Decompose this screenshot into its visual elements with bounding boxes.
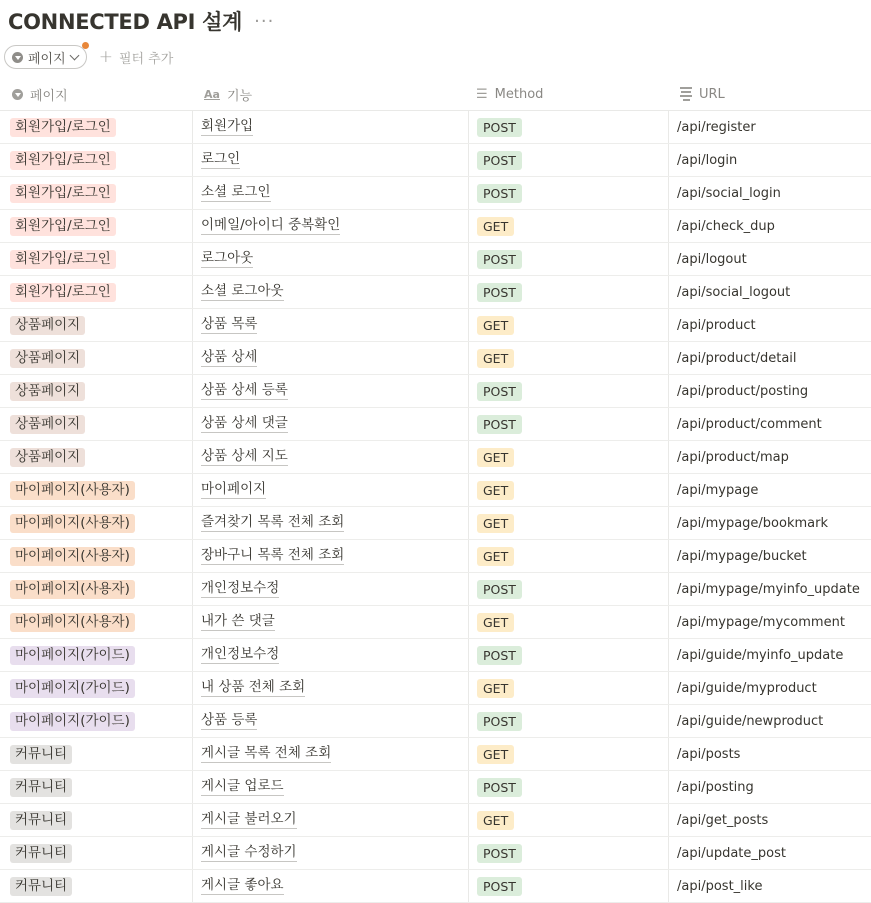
url-text: /api/product/posting (677, 383, 809, 399)
table-row[interactable] (0, 177, 871, 210)
url-cell[interactable] (668, 144, 871, 176)
url-cell[interactable] (668, 342, 871, 374)
table-row[interactable] (0, 342, 871, 375)
page-cell[interactable] (0, 441, 192, 473)
feature-title-link[interactable]: 소셜 로그아웃 (201, 283, 284, 299)
method-tag: GET (477, 217, 514, 236)
page-filter-label: 페이지 (28, 51, 66, 67)
feature-cell[interactable] (192, 870, 468, 902)
feature-title-link[interactable]: 개인정보수정 (201, 580, 280, 596)
table-row[interactable] (0, 408, 871, 441)
url-cell[interactable] (668, 243, 871, 275)
page-cell[interactable] (0, 507, 192, 539)
method-tag: GET (477, 613, 514, 632)
url-text: /api/product/comment (677, 416, 822, 432)
table-row[interactable] (0, 837, 871, 870)
url-cell[interactable] (668, 804, 871, 836)
feature-title-link[interactable]: 즐겨찾기 목록 전체 조회 (201, 514, 345, 530)
filter-bar (4, 44, 173, 70)
feature-cell[interactable] (192, 210, 468, 242)
page-cell[interactable] (0, 474, 192, 506)
feature-cell[interactable] (192, 342, 468, 374)
url-cell[interactable] (668, 672, 871, 704)
method-tag: GET (477, 481, 514, 500)
url-cell[interactable] (668, 837, 871, 869)
feature-title-link[interactable]: 회원가입 (201, 118, 254, 134)
method-tag: GET (477, 811, 514, 830)
method-cell[interactable] (468, 870, 668, 902)
method-tag: POST (477, 646, 522, 665)
url-text: /api/posting (677, 779, 754, 795)
table-row[interactable] (0, 771, 871, 804)
feature-cell[interactable] (192, 606, 468, 638)
table-row[interactable] (0, 474, 871, 507)
active-filter-dot (82, 42, 89, 49)
url-text: /api/product (677, 317, 756, 333)
method-cell[interactable] (468, 705, 668, 737)
feature-cell[interactable] (192, 309, 468, 341)
feature-cell[interactable] (192, 771, 468, 803)
page-cell[interactable] (0, 177, 192, 209)
page-cell[interactable] (0, 573, 192, 605)
list-property-icon: ☰ (476, 86, 488, 102)
method-tag: POST (477, 283, 522, 302)
page-cell[interactable] (0, 837, 192, 869)
url-cell[interactable] (668, 177, 871, 209)
text-property-icon (680, 87, 692, 101)
feature-cell[interactable] (192, 738, 468, 770)
table-row[interactable] (0, 243, 871, 276)
method-cell[interactable] (468, 771, 668, 803)
feature-title-link[interactable]: 게시글 불러오기 (201, 811, 297, 827)
method-tag: POST (477, 382, 522, 401)
table-row[interactable] (0, 573, 871, 606)
method-cell[interactable] (468, 177, 668, 209)
page-tag: 마이페이지(가이드) (10, 646, 135, 665)
url-cell[interactable] (668, 606, 871, 638)
method-cell[interactable] (468, 144, 668, 176)
page-cell[interactable] (0, 639, 192, 671)
feature-cell[interactable] (192, 639, 468, 671)
url-text: /api/mypage/myinfo_update (677, 581, 860, 597)
page-cell[interactable] (0, 243, 192, 275)
table-row[interactable] (0, 705, 871, 738)
column-header-label: 페이지 (30, 88, 68, 104)
method-cell[interactable] (468, 243, 668, 275)
url-text: /api/mypage/mycomment (677, 614, 845, 630)
method-cell[interactable] (468, 837, 668, 869)
feature-title-link[interactable]: 마이페이지 (201, 481, 267, 497)
column-header-page[interactable] (0, 78, 192, 110)
feature-title-link[interactable]: 로그인 (201, 151, 241, 167)
table-row[interactable] (0, 375, 871, 408)
table-row[interactable] (0, 210, 871, 243)
url-text: /api/guide/newproduct (677, 713, 824, 729)
page-tag: 상품페이지 (10, 415, 85, 434)
page-tag: 마이페이지(사용자) (10, 514, 135, 533)
page-filter-chip[interactable] (4, 45, 87, 69)
method-cell[interactable] (468, 474, 668, 506)
chevron-down-icon (69, 51, 79, 61)
method-tag: POST (477, 844, 522, 863)
page-cell[interactable] (0, 144, 192, 176)
page-cell[interactable] (0, 672, 192, 704)
feature-title-link[interactable]: 게시글 좋아요 (201, 877, 284, 893)
method-cell[interactable] (468, 210, 668, 242)
url-cell[interactable] (668, 870, 871, 902)
method-cell[interactable] (468, 111, 668, 143)
feature-cell[interactable] (192, 441, 468, 473)
feature-cell[interactable] (192, 837, 468, 869)
page-tag: 회원가입/로그인 (10, 118, 116, 137)
method-tag: GET (477, 349, 514, 368)
feature-title-link[interactable]: 장바구니 목록 전체 조회 (201, 547, 345, 563)
table-row[interactable] (0, 738, 871, 771)
column-header-label: URL (699, 86, 725, 102)
feature-title-link[interactable]: 게시글 업로드 (201, 778, 284, 794)
url-text: /api/product/map (677, 449, 789, 465)
feature-title-link[interactable]: 로그아웃 (201, 250, 254, 266)
method-cell[interactable] (468, 276, 668, 308)
table-row[interactable] (0, 441, 871, 474)
url-text: /api/product/detail (677, 350, 797, 366)
url-text: /api/post_like (677, 878, 763, 894)
url-text: /api/guide/myproduct (677, 680, 817, 696)
feature-cell[interactable] (192, 705, 468, 737)
url-cell[interactable] (668, 540, 871, 572)
url-text: /api/social_login (677, 185, 781, 201)
page-cell[interactable] (0, 375, 192, 407)
method-cell[interactable] (468, 408, 668, 440)
method-tag: GET (477, 745, 514, 764)
page-cell[interactable] (0, 804, 192, 836)
method-cell[interactable] (468, 375, 668, 407)
method-tag: POST (477, 778, 522, 797)
method-cell[interactable] (468, 540, 668, 572)
url-cell[interactable] (668, 276, 871, 308)
database-table (0, 78, 871, 903)
page-cell[interactable] (0, 540, 192, 572)
url-cell[interactable] (668, 474, 871, 506)
url-cell[interactable] (668, 705, 871, 737)
url-cell[interactable] (668, 441, 871, 473)
page-tag: 마이페이지(가이드) (10, 712, 135, 731)
url-cell[interactable] (668, 573, 871, 605)
table-row[interactable] (0, 540, 871, 573)
page-tag: 커뮤니티 (10, 811, 72, 830)
page-cell[interactable] (0, 408, 192, 440)
url-text: /api/get_posts (677, 812, 769, 828)
feature-cell[interactable] (192, 804, 468, 836)
page-cell[interactable] (0, 738, 192, 770)
page-tag: 회원가입/로그인 (10, 151, 116, 170)
url-text: /api/register (677, 119, 756, 135)
method-cell[interactable] (468, 606, 668, 638)
page-tag: 회원가입/로그인 (10, 184, 116, 203)
column-header-url[interactable] (668, 78, 871, 110)
feature-cell[interactable] (192, 111, 468, 143)
table-body (0, 111, 871, 903)
page-tag: 커뮤니티 (10, 844, 72, 863)
table-row[interactable] (0, 111, 871, 144)
url-text: /api/mypage (677, 482, 759, 498)
column-header-method[interactable] (468, 78, 668, 110)
method-tag: GET (477, 448, 514, 467)
url-text: /api/update_post (677, 845, 786, 861)
page-cell[interactable] (0, 342, 192, 374)
table-row[interactable] (0, 870, 871, 903)
table-row[interactable] (0, 309, 871, 342)
method-cell[interactable] (468, 672, 668, 704)
method-cell[interactable] (468, 639, 668, 671)
page-tag: 상품페이지 (10, 382, 85, 401)
page-cell[interactable] (0, 210, 192, 242)
method-tag: POST (477, 151, 522, 170)
url-cell[interactable] (668, 639, 871, 671)
page-title: CONNECTED API 설계 (8, 10, 243, 34)
page-tag: 회원가입/로그인 (10, 217, 116, 236)
method-cell[interactable] (468, 738, 668, 770)
feature-title-link[interactable]: 상품 상세 지도 (201, 448, 288, 464)
method-tag: GET (477, 679, 514, 698)
page-tag: 커뮤니티 (10, 877, 72, 896)
page-tag: 회원가입/로그인 (10, 283, 116, 302)
add-filter-label: 필터 추가 (118, 51, 174, 67)
feature-cell[interactable] (192, 507, 468, 539)
method-tag: POST (477, 712, 522, 731)
page-cell[interactable] (0, 705, 192, 737)
page-tag: 커뮤니티 (10, 778, 72, 797)
page-cell[interactable] (0, 309, 192, 341)
table-row[interactable] (0, 639, 871, 672)
page-cell[interactable] (0, 606, 192, 638)
method-cell[interactable] (468, 342, 668, 374)
feature-title-link[interactable]: 내가 쓴 댓글 (201, 613, 275, 629)
url-text: /api/guide/myinfo_update (677, 647, 844, 663)
url-text: /api/mypage/bucket (677, 548, 807, 564)
method-cell[interactable] (468, 573, 668, 605)
feature-cell[interactable] (192, 573, 468, 605)
column-header-feature[interactable] (192, 78, 468, 110)
table-row[interactable] (0, 672, 871, 705)
select-property-icon (12, 52, 23, 63)
title-row (8, 4, 274, 38)
plus-icon: + (98, 47, 113, 67)
column-header-label: 기능 (226, 88, 253, 104)
table-row[interactable] (0, 276, 871, 309)
page-tag: 마이페이지(사용자) (10, 547, 135, 566)
feature-title-link[interactable]: 상품 등록 (201, 712, 258, 728)
url-cell[interactable] (668, 111, 871, 143)
page-tag: 마이페이지(사용자) (10, 580, 135, 599)
page-tag: 회원가입/로그인 (10, 250, 116, 269)
table-row[interactable] (0, 606, 871, 639)
method-cell[interactable] (468, 804, 668, 836)
feature-cell[interactable] (192, 408, 468, 440)
url-text: /api/logout (677, 251, 747, 267)
feature-cell[interactable] (192, 243, 468, 275)
page-cell[interactable] (0, 276, 192, 308)
feature-cell[interactable] (192, 375, 468, 407)
method-tag: GET (477, 514, 514, 533)
method-tag: POST (477, 415, 522, 434)
method-tag: POST (477, 118, 522, 137)
feature-cell[interactable] (192, 177, 468, 209)
page-tag: 상품페이지 (10, 316, 85, 335)
page-tag: 마이페이지(가이드) (10, 679, 135, 698)
feature-title-link[interactable]: 상품 상세 등록 (201, 382, 288, 398)
method-tag: POST (477, 580, 522, 599)
page-tag: 마이페이지(사용자) (10, 613, 135, 632)
url-cell[interactable] (668, 375, 871, 407)
table-row[interactable] (0, 507, 871, 540)
url-cell[interactable] (668, 309, 871, 341)
page-cell[interactable] (0, 771, 192, 803)
title-property-icon: Aa (204, 87, 220, 101)
url-text: /api/social_logout (677, 284, 791, 300)
feature-title-link[interactable]: 상품 상세 (201, 349, 258, 365)
feature-cell[interactable] (192, 144, 468, 176)
table-row[interactable] (0, 804, 871, 837)
method-cell[interactable] (468, 441, 668, 473)
page-tag: 커뮤니티 (10, 745, 72, 764)
url-text: /api/mypage/bookmark (677, 515, 828, 531)
feature-title-link[interactable]: 내 상품 전체 조회 (201, 679, 306, 695)
page-tag: 상품페이지 (10, 448, 85, 467)
method-tag: POST (477, 877, 522, 896)
url-text: /api/posts (677, 746, 741, 762)
feature-title-link[interactable]: 게시글 목록 전체 조회 (201, 745, 332, 761)
feature-cell[interactable] (192, 540, 468, 572)
url-text: /api/login (677, 152, 738, 168)
select-property-icon (12, 89, 23, 100)
feature-title-link[interactable]: 이메일/아이디 중복확인 (201, 217, 341, 233)
feature-cell[interactable] (192, 672, 468, 704)
feature-title-link[interactable]: 상품 상세 댓글 (201, 415, 288, 431)
feature-cell[interactable] (192, 474, 468, 506)
method-cell[interactable] (468, 507, 668, 539)
feature-title-link[interactable]: 상품 목록 (201, 316, 258, 332)
table-header (0, 78, 871, 111)
table-row[interactable] (0, 144, 871, 177)
url-cell[interactable] (668, 771, 871, 803)
add-filter-button[interactable] (99, 47, 174, 67)
feature-title-link[interactable]: 개인정보수정 (201, 646, 280, 662)
url-text: /api/check_dup (677, 218, 775, 234)
feature-title-link[interactable]: 소셜 로그인 (201, 184, 271, 200)
method-tag: POST (477, 184, 522, 203)
page-tag: 상품페이지 (10, 349, 85, 368)
method-tag: GET (477, 547, 514, 566)
feature-title-link[interactable]: 게시글 수정하기 (201, 844, 297, 860)
url-cell[interactable] (668, 738, 871, 770)
url-cell[interactable] (668, 408, 871, 440)
column-header-label: Method (494, 86, 544, 102)
page-tag: 마이페이지(사용자) (10, 481, 135, 500)
method-tag: GET (477, 316, 514, 335)
url-cell[interactable] (668, 507, 871, 539)
method-cell[interactable] (468, 309, 668, 341)
url-cell[interactable] (668, 210, 871, 242)
feature-cell[interactable] (192, 276, 468, 308)
page-cell[interactable] (0, 111, 192, 143)
more-options-icon[interactable]: ··· (254, 10, 275, 32)
method-tag: POST (477, 250, 522, 269)
page-cell[interactable] (0, 870, 192, 902)
